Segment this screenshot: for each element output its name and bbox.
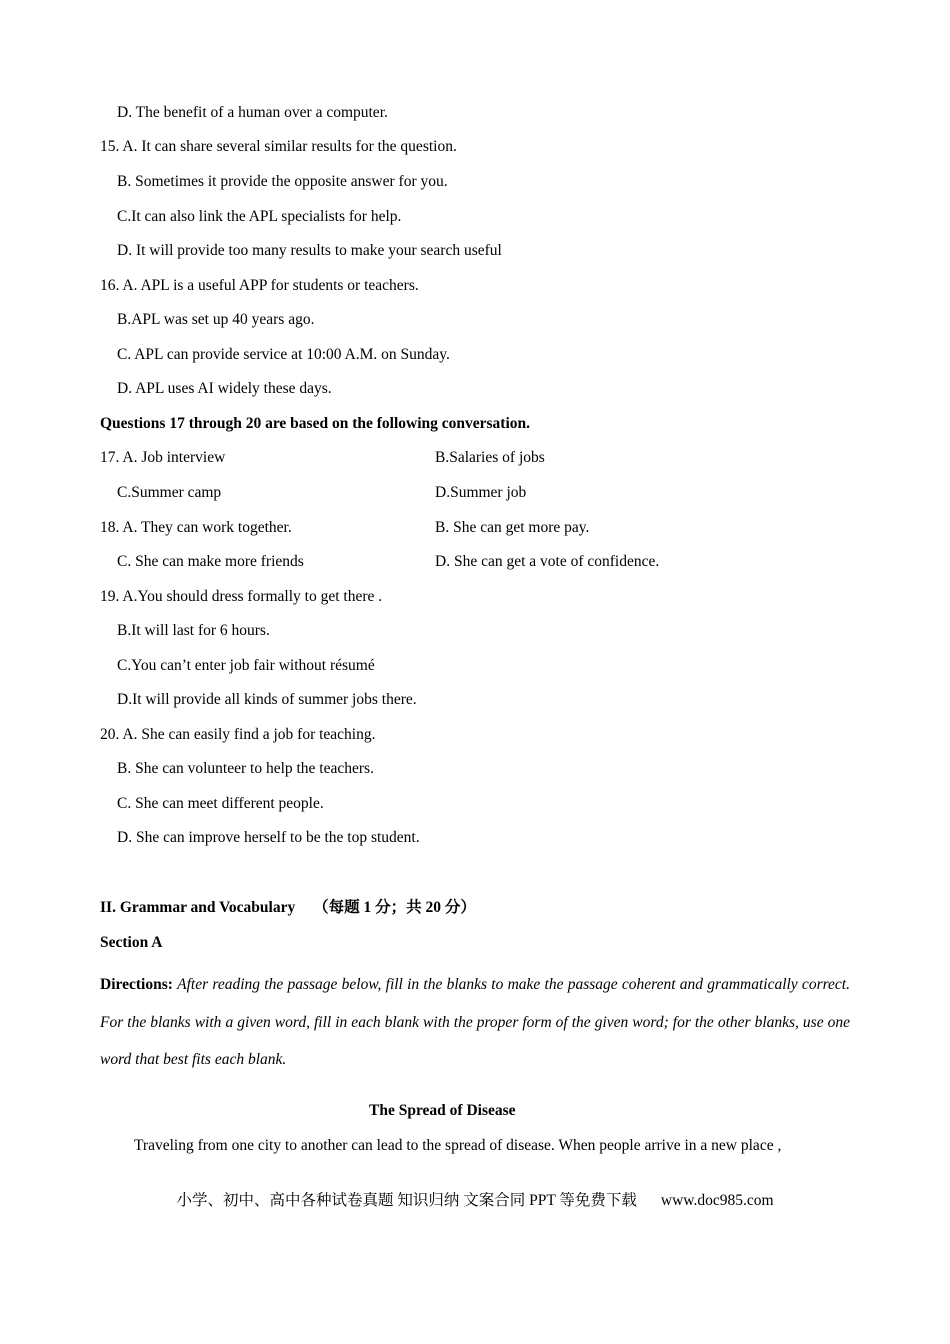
q20-option-d: D. She can improve herself to be the top student. (117, 829, 420, 846)
passage-first-line: Traveling from one city to another can lead to the spread of disease. When people arrive in a new place , (134, 1137, 782, 1154)
q18-option-a: 18. A. They can work together. (100, 519, 292, 536)
conversation-heading: Questions 17 through 20 are based on the following conversation. (100, 415, 531, 432)
q17-option-d: D.Summer job (435, 484, 527, 501)
directions-label: Directions: (100, 976, 173, 993)
directions (100, 966, 850, 1079)
section-a-heading: Section A (100, 934, 163, 951)
q16-option-d: D. APL uses AI widely these days. (117, 380, 332, 397)
page-footer (0, 1191, 950, 1211)
passage-title: The Spread of Disease (369, 1102, 516, 1119)
q16-option-c: C. APL can provide service at 10:00 A.M. on Sunday. (117, 346, 450, 363)
q17-option-a: 17. A. Job interview (100, 449, 226, 466)
q14-option-d: D. The benefit of a human over a computer. (117, 104, 388, 121)
footer-text: 小学、初中、高中各种试卷真题 知识归纳 文案合同 PPT 等免费下载 (176, 1192, 637, 1209)
directions-text: After reading the passage below, fill in the blanks to make the passage coherent and grammatically correct. For the blanks with a given word, fill in each blank with the proper form of the given word; for the other blanks, use one word that best fits each blank. (100, 976, 850, 1068)
q19-option-d: D.It will provide all kinds of summer jobs there. (117, 691, 417, 708)
footer-site-link[interactable]: www.doc985.com (660, 1192, 774, 1209)
q15-option-d: D. It will provide too many results to make your search useful (117, 242, 502, 259)
q20-option-c: C. She can meet different people. (117, 795, 324, 812)
part2-heading (100, 898, 476, 918)
q18-option-c: C. She can make more friends (117, 553, 304, 570)
q15-option-c: C.It can also link the APL specialists for help. (117, 208, 402, 225)
q16-option-b: B.APL was set up 40 years ago. (117, 311, 315, 328)
part2-title: II. Grammar and Vocabulary (100, 899, 296, 916)
q20-option-a: 20. A. She can easily find a job for teaching. (100, 726, 376, 743)
q16-option-a: 16. A. APL is a useful APP for students or teachers. (100, 277, 419, 294)
q17-option-c: C.Summer camp (117, 484, 222, 501)
q18-option-d: D. She can get a vote of confidence. (435, 553, 660, 570)
q20-option-b: B. She can volunteer to help the teachers. (117, 760, 374, 777)
q19-option-a: 19. A.You should dress formally to get there . (100, 588, 383, 605)
q15-option-b: B. Sometimes it provide the opposite answer for you. (117, 173, 448, 190)
q19-option-b: B.It will last for 6 hours. (117, 622, 270, 639)
q17-option-b: B.Salaries of jobs (435, 449, 545, 466)
q15-option-a: 15. A. It can share several similar results for the question. (100, 138, 457, 155)
q19-option-c: C.You can’t enter job fair without résumé (117, 657, 375, 674)
q18-option-b: B. She can get more pay. (435, 519, 590, 536)
part2-score: （每题 1 分；共 20 分） (313, 899, 476, 916)
